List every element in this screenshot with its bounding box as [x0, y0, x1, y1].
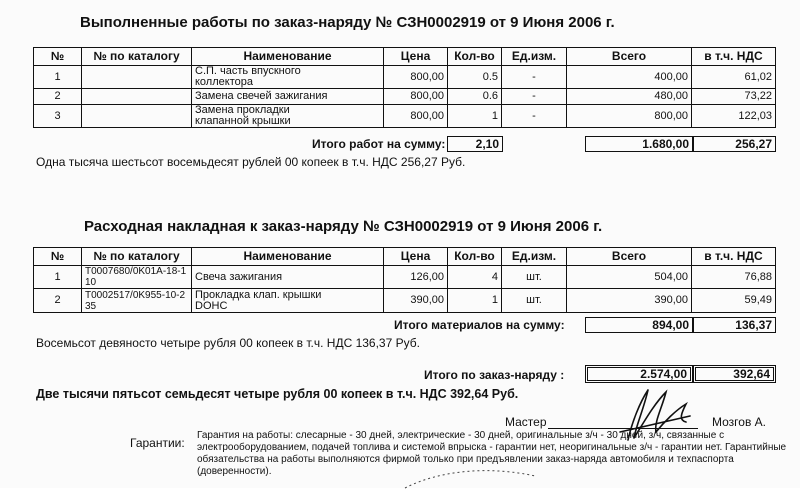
- row-vat: 61,02: [692, 66, 776, 89]
- works-total-qty: 2,10: [447, 136, 503, 152]
- row-name: Свеча зажигания: [192, 266, 384, 289]
- header-catalog: № по каталогу: [82, 48, 192, 66]
- row-price: 800,00: [384, 66, 448, 89]
- row-name: Замена свечей зажигания: [192, 89, 384, 105]
- row-qty: 1: [448, 105, 502, 128]
- row-vat: 122,03: [692, 105, 776, 128]
- header-price: Цена: [384, 248, 448, 266]
- row-name-line1: Прокладка клап. крышки: [195, 288, 322, 301]
- header-qty: Кол-во: [448, 48, 502, 66]
- row-name-line1: С.П. часть впускного: [195, 65, 301, 77]
- header-unit: Ед.изм.: [502, 248, 567, 266]
- row-price: 390,00: [384, 289, 448, 313]
- table-row: [34, 105, 776, 128]
- materials-table: [33, 247, 776, 313]
- row-number: 2: [34, 289, 82, 313]
- header-name: Наименование: [192, 48, 384, 66]
- header-qty: Кол-во: [448, 248, 502, 266]
- row-number: 1: [34, 266, 82, 289]
- row-number: 3: [34, 105, 82, 128]
- header-name: Наименование: [192, 248, 384, 266]
- row-unit: -: [502, 89, 567, 105]
- row-name-line2: DOHC: [195, 299, 228, 312]
- row-vat: 76,88: [692, 266, 776, 289]
- grand-total-sum: 2.574,00: [585, 365, 693, 383]
- materials-title: Расходная накладная к заказ-наряду № СЗН0002919 от 9 Июня 2006 г.: [84, 218, 603, 235]
- header-number: №: [34, 48, 82, 66]
- guarantee-label: Гарантии:: [130, 436, 185, 450]
- row-name-line1: Замена прокладки: [195, 104, 290, 116]
- works-table: [33, 47, 776, 128]
- header-vat: в т.ч. НДС: [692, 48, 776, 66]
- grand-total-label: Итого по заказ-наряду :: [424, 368, 565, 382]
- row-total: 400,00: [567, 66, 692, 89]
- header-total: Всего: [567, 248, 692, 266]
- row-name: [192, 289, 384, 313]
- materials-total-label: Итого материалов на сумму:: [394, 318, 565, 332]
- row-catalog: [82, 289, 192, 313]
- header-vat: в т.ч. НДС: [692, 248, 776, 266]
- row-number: 1: [34, 66, 82, 89]
- table-row: [34, 66, 776, 89]
- materials-total-sum: 894,00: [585, 317, 693, 333]
- master-label: Мастер: [505, 415, 547, 429]
- row-catalog-line2: 10: [85, 277, 97, 288]
- row-unit: -: [502, 66, 567, 89]
- row-vat: 59,49: [692, 289, 776, 313]
- works-total-words: Одна тысяча шестьсот восемьдесят рублей 00 копеек в т.ч. НДС 256,27 Руб.: [36, 155, 466, 169]
- materials-header-row: [34, 248, 776, 266]
- row-name-line2: коллектора: [195, 76, 253, 88]
- row-total: 504,00: [567, 266, 692, 289]
- table-row: [34, 89, 776, 105]
- works-total-vat: 256,27: [693, 136, 776, 152]
- table-row: [34, 289, 776, 313]
- row-unit: шт.: [502, 266, 567, 289]
- master-name: Мозгов А.: [712, 415, 767, 429]
- materials-total-words: Восемьсот девяносто четыре рубля 00 копеек в т.ч. НДС 136,37 Руб.: [36, 336, 420, 350]
- row-qty: 0.6: [448, 89, 502, 105]
- row-name: [192, 66, 384, 89]
- header-number: №: [34, 248, 82, 266]
- works-title: Выполненные работы по заказ-наряду № СЗН0002919 от 9 Июня 2006 г.: [80, 14, 615, 31]
- row-qty: 4: [448, 266, 502, 289]
- row-catalog: [82, 105, 192, 128]
- row-qty: 0.5: [448, 66, 502, 89]
- works-total-label: Итого работ на сумму:: [312, 137, 446, 151]
- row-price: 800,00: [384, 89, 448, 105]
- row-price: 800,00: [384, 105, 448, 128]
- row-name: [192, 105, 384, 128]
- materials-total-vat: 136,37: [693, 317, 776, 333]
- row-total: 480,00: [567, 89, 692, 105]
- stamp-trace-icon: [400, 460, 540, 490]
- works-total-sum: 1.680,00: [585, 136, 693, 152]
- header-total: Всего: [567, 48, 692, 66]
- header-unit: Ед.изм.: [502, 48, 567, 66]
- row-price: 126,00: [384, 266, 448, 289]
- row-unit: шт.: [502, 289, 567, 313]
- row-qty: 1: [448, 289, 502, 313]
- row-total: 800,00: [567, 105, 692, 128]
- row-catalog: [82, 89, 192, 105]
- row-name-line2: клапанной крышки: [195, 115, 291, 127]
- row-catalog-line1: Т0002517/0K955-10-2: [85, 289, 186, 301]
- row-unit: -: [502, 105, 567, 128]
- row-total: 390,00: [567, 289, 692, 313]
- row-catalog: [82, 66, 192, 89]
- row-catalog-line2: 35: [85, 300, 97, 312]
- row-vat: 73,22: [692, 89, 776, 105]
- row-catalog: [82, 266, 192, 289]
- grand-total-vat: 392,64: [693, 365, 776, 383]
- guarantee-text: Гарантия на работы: слесарные - 30 дней, электрические - 30 дней, оригинальные з/ч - 30 дней, з/ч, связанные с электрооборудованием, подачей топлива и системой впрыска - гарантии нет, неоригинальные з/ч - гарантии нет. Гарантийные обязательства на работы выполняются фирмой только при предъявлении заказ-наряда автомобиля и техпаспорта (доверенности).: [197, 430, 787, 477]
- works-header-row: [34, 48, 776, 66]
- row-catalog-line1: Т0007680/0K01A-18-1: [85, 266, 187, 277]
- grand-total-words: Две тысячи пятьсот семьдесят четыре рубля 00 копеек в т.ч. НДС 392,64 Руб.: [36, 387, 519, 401]
- header-price: Цена: [384, 48, 448, 66]
- header-catalog: № по каталогу: [82, 248, 192, 266]
- table-row: [34, 266, 776, 289]
- row-number: 2: [34, 89, 82, 105]
